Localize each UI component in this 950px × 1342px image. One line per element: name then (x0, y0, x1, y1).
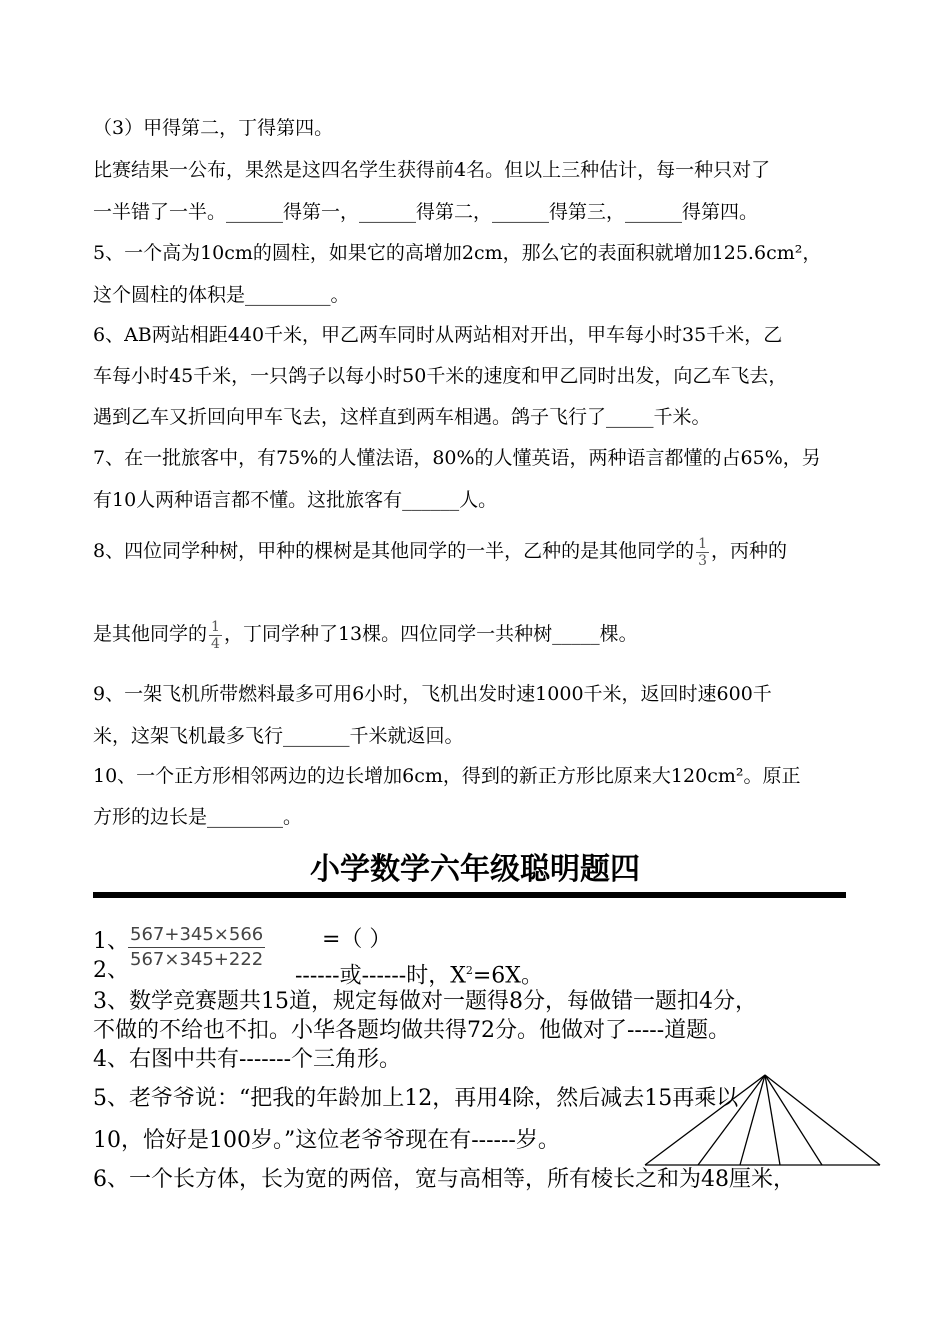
text-line: 10、一个正方形相邻两边的边长增加6cm，得到的新正方形比原来大120cm²。原正 (93, 765, 801, 787)
question-8-line-1 (93, 531, 787, 571)
text-line: 5、一个高为10cm的圆柱，如果它的高增加2cm，那么它的表面积就增加125.6cm²， (93, 242, 822, 264)
text-line: 米，这架飞机最多飞行_______千米就返回。 (93, 725, 464, 747)
fraction-denominator: 3 (698, 552, 708, 569)
text-line: 6、一个长方体，长为宽的两倍，宽与高相等，所有棱长之和为48厘米， (93, 1167, 795, 1192)
triangle-side (765, 1075, 880, 1165)
text-line: 比赛结果一公布，果然是这四名学生获得前4名。但以上三种估计，每一种只对了 (93, 159, 771, 181)
fraction-one-third (696, 536, 709, 569)
q8-text: ，丙种的 (711, 540, 788, 562)
question-2-line (295, 957, 543, 990)
text-line: 5、老爷爷说：“把我的年龄加上12，再用4除，然后减去15再乘以 (93, 1086, 739, 1111)
triangle-cevian (765, 1075, 822, 1165)
question-1-prefix: 1、 (93, 929, 129, 954)
text-line: 方形的边长是________。 (93, 806, 303, 828)
fraction-denominator: 567×345+222 (130, 949, 264, 970)
text-line: 一半错了一半。______得第一，______得第二，______得第三，______得第四。 (93, 201, 759, 223)
question-8-line-2 (93, 614, 638, 654)
text-line: 9、一架飞机所带燃料最多可用6小时，飞机出发时速1000千米，返回时速600千 (93, 683, 772, 705)
q8-text: ，丁同学种了13棵。四位同学一共种树_____棵。 (223, 623, 638, 645)
fraction-numerator: 1 (211, 618, 220, 635)
triangle-figure (640, 1070, 885, 1170)
section-title: 小学数学六年级聪明题四 (310, 852, 640, 887)
text-line: 遇到乙车又折回向甲车飞去，这样直到两车相遇。鸽子飞行了_____千米。 (93, 406, 711, 428)
fraction-numerator: 1 (698, 535, 708, 552)
q2-text: ------或------时，X (295, 963, 466, 989)
triangle-cevian (698, 1075, 765, 1165)
triangle-cevian (765, 1075, 780, 1165)
triangle-cevian (740, 1075, 765, 1165)
text-line: 4、右图中共有-------个三角形。 (93, 1047, 402, 1072)
text-line: 7、在一批旅客中，有75%的人懂法语，80%的人懂英语，两种语言都懂的占65%，另 (93, 447, 821, 469)
question-1-answer: =（ ） (322, 927, 392, 952)
title-rule (93, 892, 846, 898)
exponent: 2 (465, 964, 473, 977)
text-line: 车每小时45千米，一只鸽子以每小时50千米的速度和甲乙同时出发，向乙车飞去， (93, 365, 788, 387)
fraction-one-fourth (209, 619, 222, 652)
triangle-side (645, 1075, 765, 1165)
text-line: 6、AB两站相距440千米，甲乙两车同时从两站相对开出，甲车每小时35千米，乙 (93, 324, 783, 346)
fraction-numerator: 567+345×566 (128, 924, 265, 948)
q2-text: =6X。 (472, 963, 543, 989)
q8-text: 是其他同学的 (93, 623, 208, 645)
text-line: 不做的不给也不扣。小华各题均做共得72分。他做对了-----道题。 (93, 1018, 731, 1043)
q8-text: 8、四位同学种树，甲种的棵树是其他同学的一半，乙种的是其他同学的 (93, 540, 695, 562)
text-line: 有10人两种语言都不懂。这批旅客有______人。 (93, 489, 498, 511)
text-line: 这个圆柱的体积是_________。 (93, 284, 350, 306)
question-2-prefix: 2、 (93, 958, 129, 983)
text-line: （3）甲得第二，丁得第四。 (93, 117, 334, 139)
text-line: 10，恰好是100岁。”这位老爷爷现在有------岁。 (93, 1128, 560, 1153)
question-1-fraction (128, 924, 265, 971)
text-line: 3、数学竞赛题共15道，规定每做对一题得8分，每做错一题扣4分， (93, 989, 757, 1014)
fraction-denominator: 4 (211, 635, 220, 652)
